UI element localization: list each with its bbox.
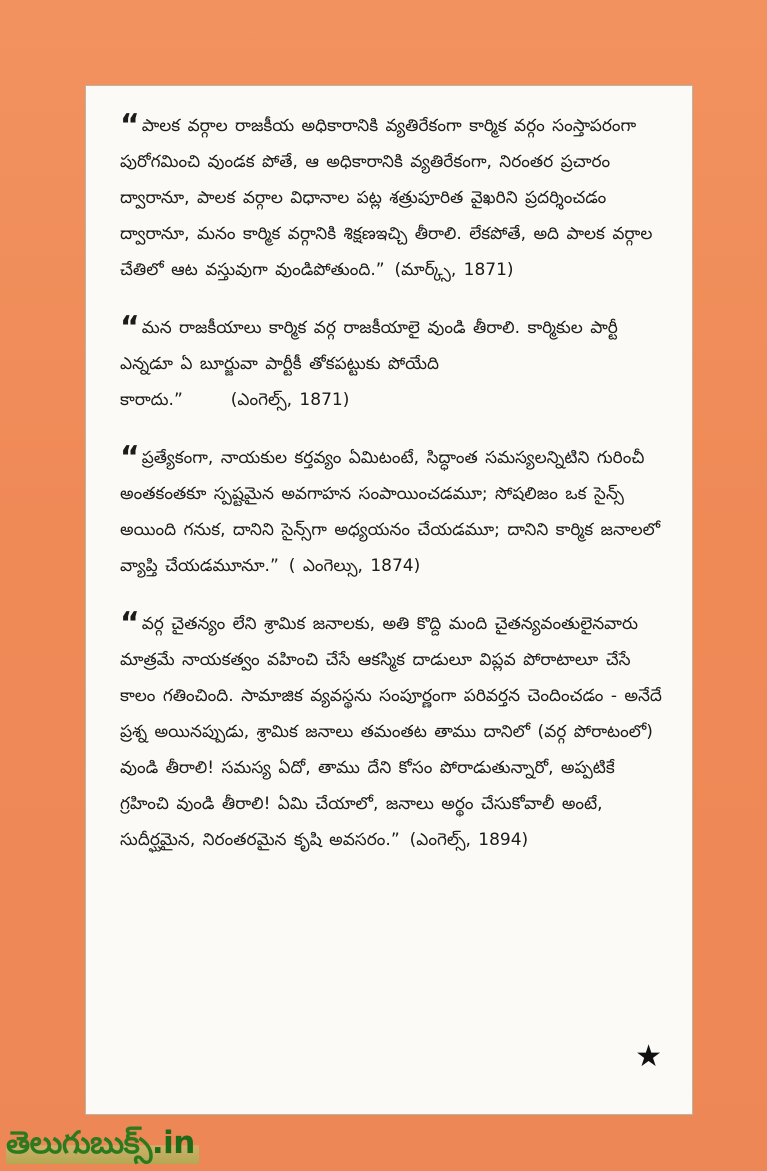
watermark-name: తెలుగుబుక్స్ (6, 1125, 152, 1161)
quote-open-mark: “ (120, 440, 140, 475)
quote-text: మన రాజకీయాలు కార్మిక వర్గ రాజకీయాలై వుండి తీరాలి. కార్మికుల పార్టీ ఎన్నడూ ఏ బూర్జువా పార్టీకీ తోకపట్టుకు పోయేది కారాదు.” (120, 318, 618, 410)
quote-citation: ( ఎంగెల్సు, 1874) (288, 556, 421, 576)
quote-open-mark: “ (120, 108, 140, 143)
quote-open-mark: “ (120, 606, 140, 641)
quote-engels-1894 (120, 602, 662, 858)
quote-citation: (ఎంగెల్స్, 1894) (409, 830, 529, 850)
quote-citation: (ఎంగెల్స్, 1871) (230, 390, 350, 410)
quote-text: వర్గ చైతన్యం లేని శ్రామిక జనాలకు, అతి కొద్ది మంది చైతన్యవంతులైనవారు మాత్రమే నాయకత్వం వహించి చేసే ఆకస్మిక దాడులూ విప్లవ పోరాటాలూ చేసే కాలం గతించింది. సామాజిక వ్యవస్థను సంపూర్ణంగా పరివర్తన చెందించడం - అనేదే ప్రశ్న అయినప్పుడు, శ్రామిక జనాలు తమంతట తాము దానిలో (వర్గ పోరాటంలో) వుండి తీరాలి! సమస్య ఏదో, తాము దేని కోసం పోరాడుతున్నారో, అప్పటికే గ్రహించి వుండి తీరాలి! ఏమి చేయాలో, జనాలు అర్థం చేసుకోవాలీ అంటే, సుదీర్ఘమైన, నిరంతరమైన కృషి అవసరం.” (120, 614, 662, 850)
star-icon: ★ (635, 1039, 662, 1074)
quote-text: ప్రత్యేకంగా, నాయకుల కర్తవ్యం ఏమిటంటే, సిద్ధాంత సమస్యలన్నిటిని గురించీ అంతకంతకూ స్పష్టమైన అవగాహన సంపాయించడమూ; సోషలిజం ఒక సైన్స్ అయింది గనుక, దానిని సైన్స్‌గా అధ్యయనం చేయడమూ; దానిని కార్మిక జనాలలో వ్యాప్తి చేయడమూనూ.” (120, 448, 661, 576)
quote-panel (85, 85, 693, 1115)
quote-text: పాలక వర్గాల రాజకీయ అధికారానికి వ్యతిరేకంగా కార్మిక వర్గం సంస్తాపరంగా పురోగమించి వుండక పోతే, ఆ అధికారానికి వ్యతిరేకంగా, నిరంతర ప్రచారం ద్వారానూ, పాలక వర్గాల విధానాల పట్ల శత్రుపూరిత వైఖరిని ప్రదర్శించడం ద్వారానూ, మనం కార్మిక వర్గానికి శిక్షణఇచ్చి తీరాలి. లేకపోతే, అది పాలక వర్గాల చేతిలో ఆట వస్తువుగా వుండిపోతుంది.” (120, 116, 653, 280)
quote-marx-1871 (120, 104, 662, 288)
quote-engels-1871 (120, 306, 662, 418)
site-watermark-logo (6, 1122, 199, 1164)
quote-citation: (మార్క్స్, 1871) (394, 260, 514, 280)
watermark-suffix: .in (151, 1125, 195, 1161)
quote-engels-1874 (120, 436, 662, 584)
quote-open-mark: “ (120, 310, 140, 345)
